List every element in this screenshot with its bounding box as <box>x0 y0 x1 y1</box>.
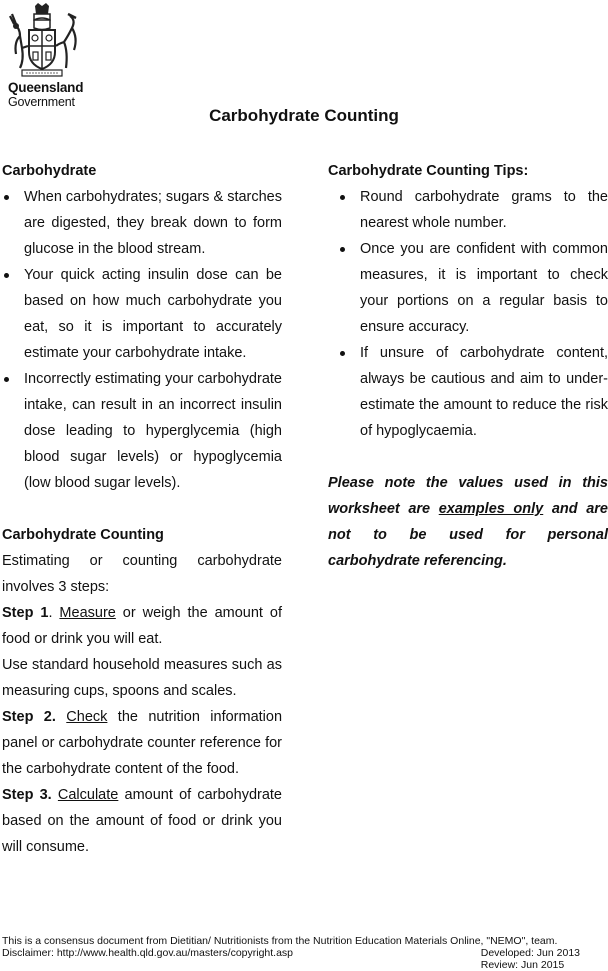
step-verb: Calculate <box>57 787 119 803</box>
steps-intro: Estimating or counting carbohydrate involves 3 steps: <box>2 553 282 595</box>
carbohydrate-bullet-list <box>2 184 282 496</box>
step-3 <box>2 782 282 860</box>
step-2 <box>2 704 282 782</box>
spacer <box>2 496 282 522</box>
step-1-extra: Use standard household measures such as measuring cups, spoons and scales. <box>2 657 282 699</box>
tip-item: Round carbohydrate grams to the nearest whole number. <box>328 184 608 236</box>
bullet-item: When carbohydrates; sugars & starches are digested, they break down to form glucose in the blood stream. <box>2 184 282 262</box>
coat-of-arms-icon <box>2 2 82 80</box>
right-column <box>328 158 608 574</box>
footer-disclaimer: Disclaimer: http://www.health.qld.gov.au/masters/copyright.asp <box>2 947 294 959</box>
step-label: Step 1 <box>2 605 49 621</box>
step-label: Step 2. <box>2 709 56 725</box>
spacer <box>328 444 608 470</box>
step-verb: Check <box>66 709 108 725</box>
tips-bullet-list <box>328 184 608 444</box>
note-text: and are not to be used for personal carbohydrate referencing. <box>328 501 608 569</box>
step-1 <box>2 600 282 652</box>
note-text: Please note the values used in this worksheet are <box>328 475 608 517</box>
section-heading-carbohydrate: Carbohydrate <box>2 163 97 179</box>
bullet-item: Your quick acting insulin dose can be based on how much carbohydrate you eat, so it is important to accurately estimate your carbohydrate intake. <box>2 262 282 366</box>
bullet-item: Incorrectly estimating your carbohydrate intake, can result in an incorrect insulin dose leading to hyperglycemia (high blood sugar levels) or hypoglycemia (low blood sugar levels). <box>2 366 282 496</box>
page-title: Carbohydrate Counting <box>209 106 399 125</box>
logo-text-queensland: Queensland <box>8 80 84 95</box>
step-verb: Measure <box>59 605 116 621</box>
section-heading-tips: Carbohydrate Counting Tips: <box>328 163 529 179</box>
step-text: the nutrition information panel or carbohydrate counter reference for the carbohydrate content of the food. <box>2 709 283 777</box>
queensland-government-logo <box>2 2 84 109</box>
step-separator: . <box>48 605 60 621</box>
disclaimer-note <box>328 470 608 574</box>
footer-consensus: This is a consensus document from Dietitian/ Nutritionists from the Nutrition Education Materials Online, "NEMO", team. <box>2 935 558 947</box>
note-emphasis: examples only <box>438 501 544 517</box>
section-heading-carbohydrate-counting: Carbohydrate Counting <box>2 527 164 543</box>
step-text: or weigh the amount of food or drink you will eat. <box>2 605 282 647</box>
footer-dates <box>481 947 580 971</box>
left-column <box>2 158 282 860</box>
review-date: Review: Jun 2015 <box>480 959 565 971</box>
step-separator <box>56 709 66 725</box>
developed-date: Developed: Jun 2013 <box>480 947 580 959</box>
tip-item: If unsure of carbohydrate content, always be cautious and aim to under-estimate the amount to reduce the risk of hypoglycaemia. <box>328 340 608 444</box>
logo-text-government: Government <box>8 95 75 109</box>
step-text: amount of carbohydrate based on the amount of food or drink you will consume. <box>2 787 282 855</box>
step-label: Step 3. <box>2 787 52 803</box>
tip-item: Once you are confident with common measures, it is important to check your portions on a regular basis to ensure accuracy. <box>328 236 608 340</box>
